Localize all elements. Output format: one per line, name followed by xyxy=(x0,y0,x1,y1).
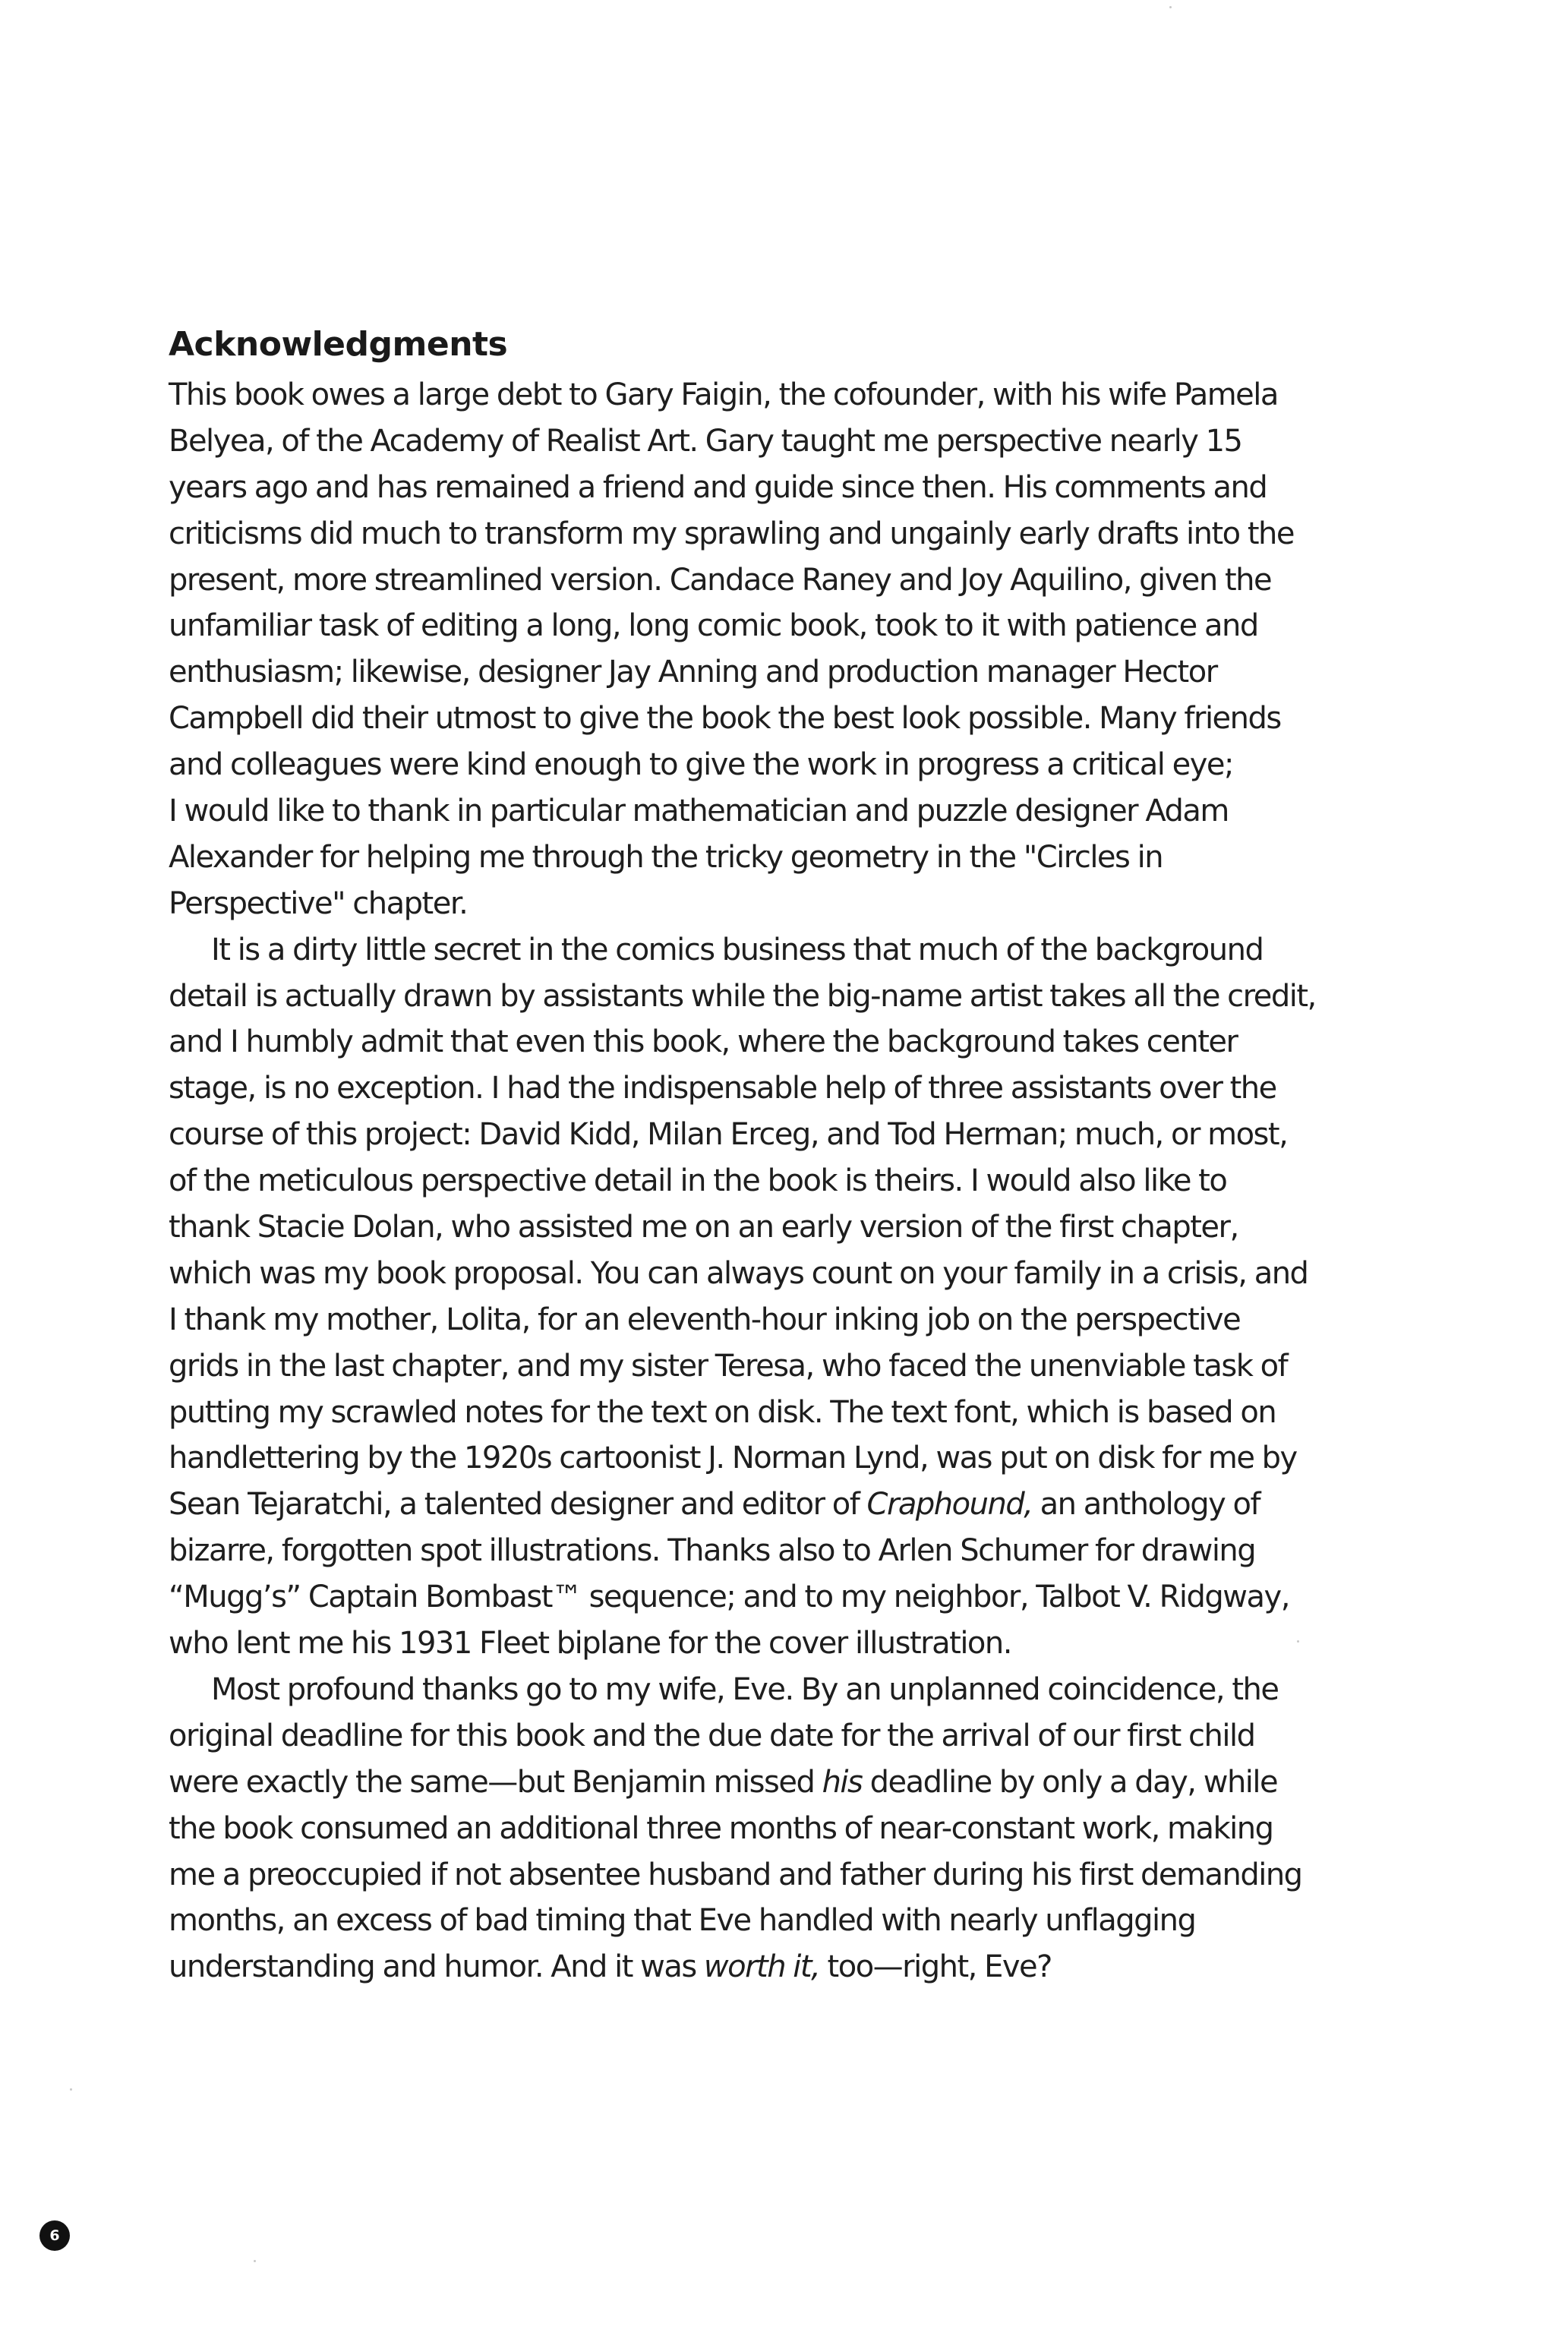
text-line: grids in the last chapter, and my sister Teresa, who faced the unenviable task of xyxy=(169,1348,1288,1384)
text-line: “Mugg’s” Captain Bombast™ sequence; and to my neighbor, Talbot V. Ridgway, xyxy=(169,1580,1289,1615)
text-line: stage, is no exception. I had the indispensable help of three assistants over the xyxy=(169,1071,1276,1106)
paragraph-2 xyxy=(169,927,1475,1667)
emphasis-italic: his xyxy=(822,1764,863,1800)
text-line: and colleagues were kind enough to give the work in progress a critical eye; xyxy=(169,747,1233,783)
text-line: me a preoccupied if not absentee husband and father during his first demanding xyxy=(169,1857,1302,1892)
emphasis-italic: worth it, xyxy=(703,1949,820,1985)
page-number-badge: 6 xyxy=(39,2220,70,2251)
book-title-italic: Craphound, xyxy=(866,1487,1033,1523)
text-line: original deadline for this book and the due date for the arrival of our first child xyxy=(169,1718,1255,1753)
text-line: and I humbly admit that even this book, where the background takes center xyxy=(169,1024,1238,1060)
text-line: I thank my mother, Lolita, for an eleventh-hour inking job on the perspective xyxy=(169,1302,1241,1337)
text-run: too—right, Eve? xyxy=(819,1949,1052,1985)
paper-speck xyxy=(1297,1640,1299,1643)
text-run: were exactly the same—but Benjamin missed xyxy=(169,1764,822,1800)
text-line: This book owes a large debt to Gary Faigin, the cofounder, with his wife Pamela xyxy=(169,377,1278,412)
text-line: years ago and has remained a friend and guide since then. His comments and xyxy=(169,469,1267,505)
section-heading: Acknowledgments xyxy=(169,325,508,364)
text-line: enthusiasm; likewise, designer Jay Anning and production manager Hector xyxy=(169,655,1217,690)
text-line: the book consumed an additional three months of near-constant work, making xyxy=(169,1810,1273,1846)
text-line: present, more streamlined version. Candace Raney and Joy Aquilino, given the xyxy=(169,562,1272,598)
text-line: handlettering by the 1920s cartoonist J. Norman Lynd, was put on disk for me by xyxy=(169,1441,1297,1476)
paper-speck xyxy=(254,2260,256,2262)
text-line: I would like to thank in particular mathematician and puzzle designer Adam xyxy=(169,794,1229,829)
paragraph-3 xyxy=(169,1667,1475,1990)
paragraph-1 xyxy=(169,372,1475,927)
text-line: It is a dirty little secret in the comics business that much of the background xyxy=(211,932,1264,967)
text-run: deadline by only a day, while xyxy=(862,1764,1278,1800)
text-line: Most profound thanks go to my wife, Eve. By an unplanned coincidence, the xyxy=(211,1671,1279,1707)
text-line: Alexander for helping me through the tricky geometry in the "Circles in xyxy=(169,839,1163,875)
text-line: thank Stacie Dolan, who assisted me on an early version of the first chapter, xyxy=(169,1210,1238,1245)
text-line xyxy=(169,1944,1475,1990)
text-line: course of this project: David Kidd, Milan Erceg, and Tod Herman; much, or most, xyxy=(169,1117,1288,1153)
text-run: understanding and humor. And it was xyxy=(169,1949,704,1985)
text-line xyxy=(169,1759,1475,1806)
text-line xyxy=(169,1482,1475,1528)
acknowledgments-body xyxy=(169,372,1475,1990)
text-line: bizarre, forgotten spot illustrations. Thanks also to Arlen Schumer for drawing xyxy=(169,1533,1256,1569)
text-line: Campbell did their utmost to give the book the best look possible. Many friends xyxy=(169,701,1281,737)
text-line: which was my book proposal. You can always count on your family in a crisis, and xyxy=(169,1255,1308,1291)
text-line: detail is actually drawn by assistants while the big-name artist takes all the credit, xyxy=(169,978,1316,1014)
paper-speck xyxy=(1169,6,1172,8)
text-line: Perspective" chapter. xyxy=(169,885,468,921)
text-run: an anthology of xyxy=(1032,1487,1260,1523)
text-line: criticisms did much to transform my sprawling and ungainly early drafts into the xyxy=(169,516,1294,551)
text-line: Belyea, of the Academy of Realist Art. Gary taught me perspective nearly 15 xyxy=(169,423,1242,459)
text-line: putting my scrawled notes for the text on disk. The text font, which is based on xyxy=(169,1394,1276,1430)
paper-speck xyxy=(70,2088,72,2091)
text-line: who lent me his 1931 Fleet biplane for the cover illustration. xyxy=(169,1626,1011,1662)
text-line: of the meticulous perspective detail in the book is theirs. I would also like to xyxy=(169,1163,1227,1199)
text-line: unfamiliar task of editing a long, long comic book, took to it with patience and xyxy=(169,608,1258,644)
text-run: Sean Tejaratchi, a talented designer and editor of xyxy=(169,1487,867,1523)
text-line: months, an excess of bad timing that Eve handled with nearly unflagging xyxy=(169,1903,1196,1939)
